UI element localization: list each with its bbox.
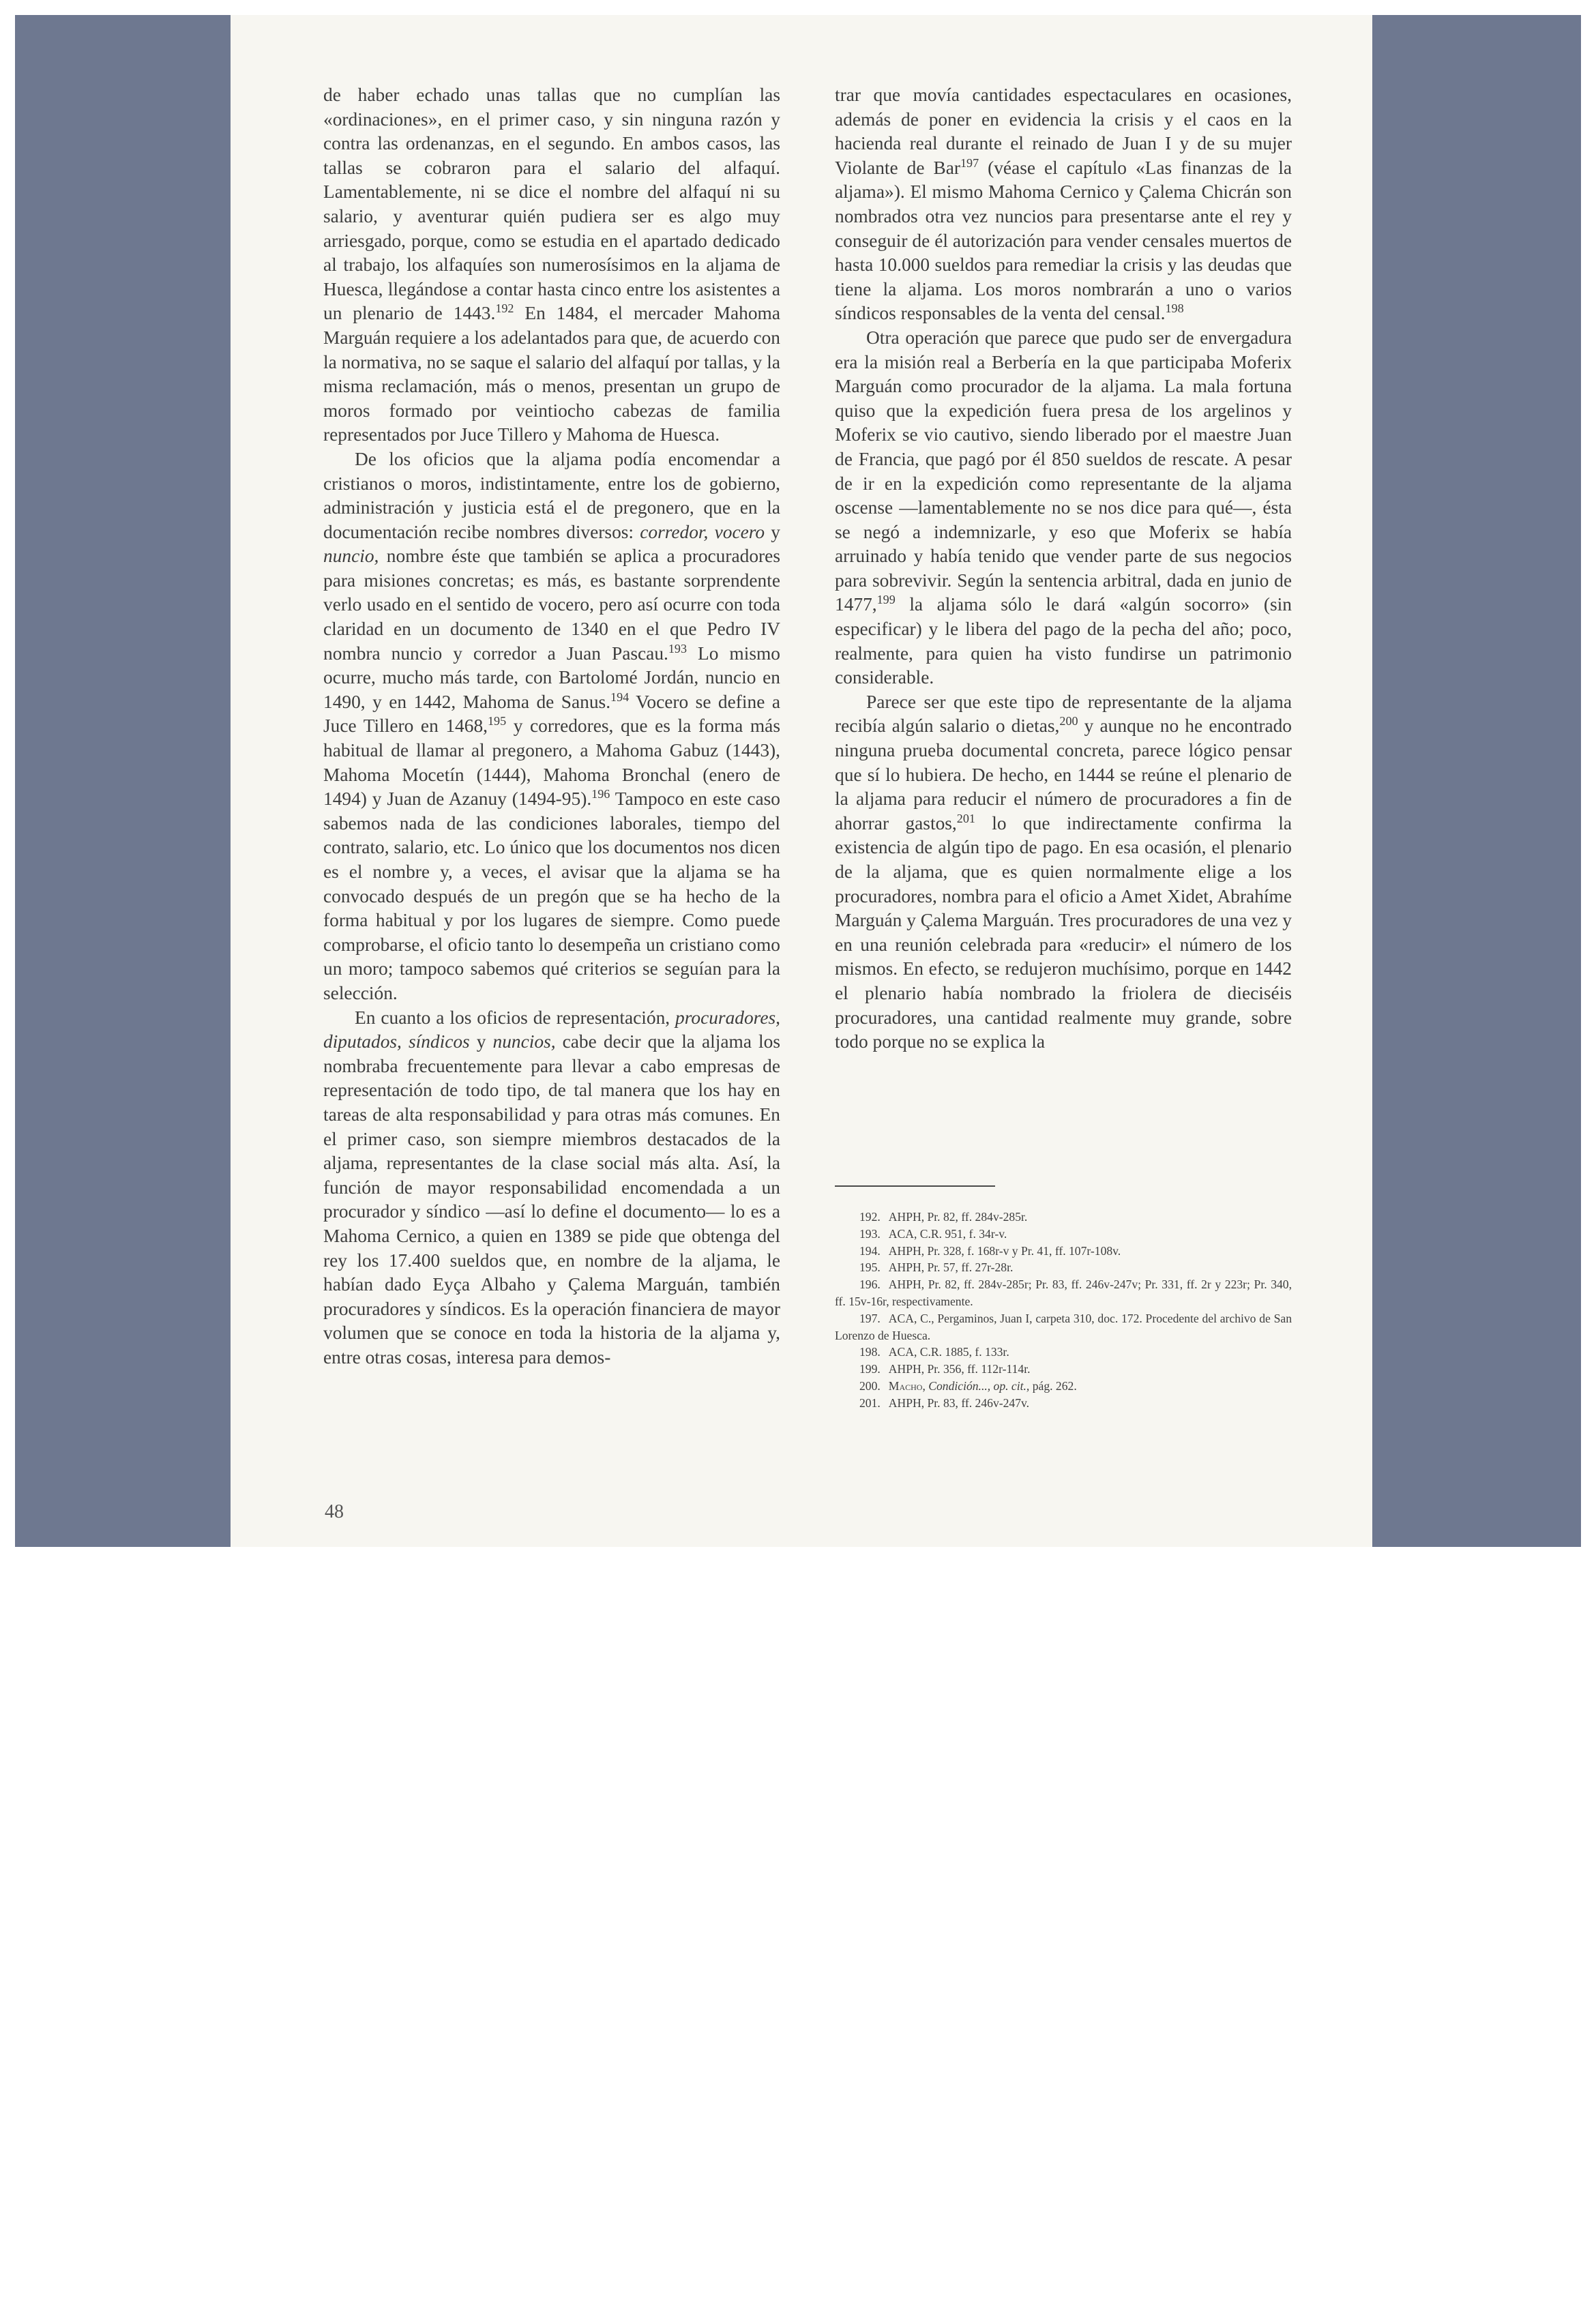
text-run: y corredores, que es la forma más habitual de llamar al pregonero, a Mahoma Gabuz (1443), Mahoma Mocetín (1444), Mahoma Bronchal (enero de 1494) y Juan de Azanuy (1494-95). — [323, 715, 780, 810]
footnote — [835, 1243, 1292, 1260]
footnote-number: 195. — [859, 1260, 881, 1275]
paragraph — [323, 83, 780, 447]
text-run: Lo mismo ocurre, mucho más tarde, con Bartolomé Jordán, nuncio en 1490, y en 1442, Mahoma de Sanus. — [323, 642, 780, 712]
footnote-number: 200. — [859, 1378, 881, 1393]
footnote-ref[interactable]: 196 — [591, 787, 610, 801]
paragraph — [835, 326, 1292, 690]
paragraph — [323, 1006, 780, 1370]
footnote-number: 196. — [859, 1277, 881, 1292]
footnote-number: 193. — [859, 1226, 881, 1241]
text-run: Tampoco en este caso sabemos nada de las condiciones laborales, tiempo del contrato, salario, etc. Lo único que los documentos nos dicen es el nombre y, a veces, el avisar que la aljama se ha convocado después de un pregón que se ha hecho de la forma habitual y por los lugares de siempre. Como puede comprobarse, el oficio tanto lo desempeña un cristiano como un moro; tampoco sabemos qué criterios se seguían para la selección. — [323, 788, 780, 1003]
footnote-ref[interactable]: 192 — [495, 301, 514, 316]
footnote-text: ACA, C.R. 1885, f. 133r. — [888, 1345, 1009, 1359]
text-run: la aljama sólo le dará «algún socorro» (sin especificar) y le libera del pago de la pecha del año; poco, realmente, para quien ha visto fundirse un patrimonio considerable. — [835, 594, 1292, 688]
footnote — [835, 1276, 1292, 1310]
paragraph — [835, 83, 1292, 326]
footnote — [835, 1259, 1292, 1276]
text-run: y — [765, 521, 780, 542]
italic-term: nuncios, — [492, 1031, 556, 1052]
footnote — [835, 1378, 1292, 1395]
footnotes — [835, 1209, 1292, 1412]
text-run: de haber echado unas tallas que no cumplían las «ordinaciones», en el primer caso, y sin ninguna razón y contra las ordenanzas, en el segundo. En ambos casos, las tallas se cobraron para el salario del alfaquí. Lamentablemente, ni se dice el nombre del alfaquí ni su salario, y aventurar quién pudiera ser es algo muy arriesgado, porque, como se estudia en el apartado dedicado al trabajo, los alfaquíes son numerosísimos en la aljama de Huesca, llegándose a contar hasta cinco entre los asistentes a un plenario de 1443. — [323, 85, 780, 324]
footnote-ref[interactable]: 193 — [668, 641, 688, 655]
right-text-column — [835, 83, 1292, 1054]
text-run: y — [469, 1031, 493, 1052]
footnote-ref[interactable]: 195 — [487, 714, 507, 728]
text-run: (véase el capítulo «Las finanzas de la aljama»). El mismo Mahoma Cernico y Çalema Chicrán son nombrados otra vez nuncios para presentarse ante el rey y conseguir de él autorización para vender censales muertos de hasta 10.000 sueldos para remediar la crisis y las deudas que tiene la aljama. Los moros nombrarán a uno o varios síndicos responsables de la venta del censal. — [835, 157, 1292, 324]
text-run: y aunque no he encontrado ninguna prueba documental concreta, parece lógico pensar que sí lo hubiera. De hecho, en 1444 se reúne el plenario de la aljama para reducir el número de procuradores a fin de ahorrar gastos, — [835, 715, 1292, 833]
footnote — [835, 1310, 1292, 1344]
footnote-text: AHPH, Pr. 356, ff. 112r-114r. — [888, 1362, 1031, 1376]
footnote — [835, 1226, 1292, 1243]
footnote — [835, 1395, 1292, 1412]
text-run: Vocero se define a Juce Tillero en 1468, — [323, 691, 780, 737]
footnote-ref[interactable]: 201 — [956, 811, 975, 825]
italic-term: nuncio, — [323, 546, 379, 567]
footnote-ref[interactable]: 194 — [610, 690, 630, 704]
footnote-number: 199. — [859, 1362, 881, 1376]
footnote-text: ACA, C.R. 951, f. 34r-v. — [888, 1226, 1007, 1241]
footnote — [835, 1209, 1292, 1226]
left-text-column — [323, 83, 780, 1370]
footnote-text: AHPH, Pr. 83, ff. 246v-247v. — [888, 1395, 1030, 1410]
text-run: En 1484, el mercader Mahoma Marguán requiere a los adelantados para que, de acuerdo con la normativa, no se saque el salario del alfaquí por tallas, y la misma reclamación, más o menos, presentan un grupo de moros formado por veintiocho cabezas de familia representados por Juce Tillero y Mahoma de Huesca. — [323, 303, 780, 445]
footnote-text: pág. 262. — [1029, 1378, 1077, 1393]
footnote-ref[interactable]: 197 — [960, 156, 979, 170]
footnote-number: 197. — [859, 1311, 881, 1325]
footnote-text: ACA, C., Pergaminos, Juan I, carpeta 310, doc. 172. Procedente del archivo de San Lorenzo de Huesca. — [835, 1311, 1292, 1342]
text-run: De los oficios que la aljama podía encomendar a cristianos o moros, indistintamente, entre los de gobierno, administración y justicia está el de pregonero, que en la documentación recibe nombres diversos: — [323, 448, 780, 542]
footnote-ref[interactable]: 198 — [1165, 301, 1184, 316]
italic-term: procuradores, diputados, síndicos — [323, 1007, 780, 1052]
text-run: trar que movía cantidades espectaculares en ocasiones, además de poner en evidencia la crisis y el caos en la hacienda real durante el reinado de Juan I y de su mujer Violante de Bar — [835, 85, 1292, 178]
footnote — [835, 1344, 1292, 1361]
text-run: lo que indirectamente confirma la existencia de algún tipo de pago. En esa ocasión, el plenario de la aljama, que es quien normalmente elige a los procuradores, nombra para el oficio a Amet Xidet, Abrahíme Marguán y Çalema Marguán. Tres procuradores de una vez y en una reunión celebrada para «reducir» el número de los mismos. En efecto, se redujeron muchísimo, porque en 1442 el plenario había nombrado la friolera de dieciséis procuradores, una cantidad realmente muy grande, sobre todo porque no se explica la — [835, 812, 1292, 1052]
text-run: nombre éste que también se aplica a procuradores para misiones concretas; es más, es bastante sorprendente verlo usado en el sentido de vocero, pero así ocurre con toda claridad en un documento de 1340 en el que Pedro IV nombra nuncio y corredor a Juan Pascau. — [323, 546, 780, 664]
footnote-ref[interactable]: 200 — [1059, 714, 1078, 728]
footnote-text: AHPH, Pr. 57, ff. 27r-28r. — [888, 1260, 1014, 1275]
text-run: cabe decir que la aljama los nombraba frecuentemente para llevar a cabo empresas de representación de todo tipo, de tal manera que los hay en tareas de alta responsabilidad y para otras más comunes. En el primer caso, son siempre miembros destacados de la aljama, representantes de la clase social más alta. Así, la función de mayor responsabilidad encomendada a un procurador y síndico —así lo define el documento— lo es a Mahoma Cernico, a quien en 1389 se pide que obtenga del rey los 17.400 sueldos que, en nombre de la aljama, le habían dado Eyça Albaho y Çalema Marguán, también procuradores y síndicos. Es la operación financiera de mayor volumen que se conoce en toda la historia de la aljama y, entre otras cosas, interesa para demos- — [323, 1031, 781, 1368]
footnote-number: 192. — [859, 1210, 881, 1224]
footnote-number: 201. — [859, 1395, 881, 1410]
footnote-number: 198. — [859, 1345, 881, 1359]
italic-term: corredor, vocero — [640, 521, 765, 542]
paragraph — [323, 447, 780, 1006]
text-run: En cuanto a los oficios de representación, — [355, 1007, 676, 1028]
paragraph — [835, 690, 1292, 1054]
page-number: 48 — [325, 1501, 344, 1522]
footnote-number: 194. — [859, 1243, 881, 1258]
footnote-title: Condición..., op. cit., — [928, 1378, 1030, 1393]
footnote-author: Macho, — [888, 1378, 926, 1393]
footnote-text: AHPH, Pr. 82, ff. 284v-285r; Pr. 83, ff. 246v-247v; Pr. 331, ff. 2r y 223r; Pr. 340, ff. 15v-16r, respectivamente. — [835, 1277, 1292, 1308]
footnote-text: AHPH, Pr. 328, f. 168r-v y Pr. 41, ff. 107r-108v. — [888, 1243, 1121, 1258]
text-run: Otra operación que parece que pudo ser de envergadura era la misión real a Berbería en la que participaba Moferix Marguán como procurador de la aljama. La mala fortuna quiso que la expedición fuera presa de los argelinos y Moferix se vio cautivo, siendo liberado por el maestre Juan de Francia, que pagó por él 850 sueldos de rescate. A pesar de ir en la expedición como representante de la aljama oscense —lamentablemente no se nos dice para qué—, ésta se negó a indemnizarle, y eso que Moferix se había arruinado y había tenido que vender parte de sus negocios para sobrevivir. Según la sentencia arbitral, dada en junio de 1477, — [835, 327, 1292, 615]
book-page — [231, 15, 1372, 1547]
footnote — [835, 1361, 1292, 1378]
footnote-text: AHPH, Pr. 82, ff. 284v-285r. — [888, 1210, 1028, 1224]
footnote-ref[interactable]: 199 — [876, 593, 896, 607]
text-run: Parece ser que este tipo de representante de la aljama recibía algún salario o dietas, — [835, 691, 1292, 737]
footnote-separator — [835, 1185, 995, 1187]
